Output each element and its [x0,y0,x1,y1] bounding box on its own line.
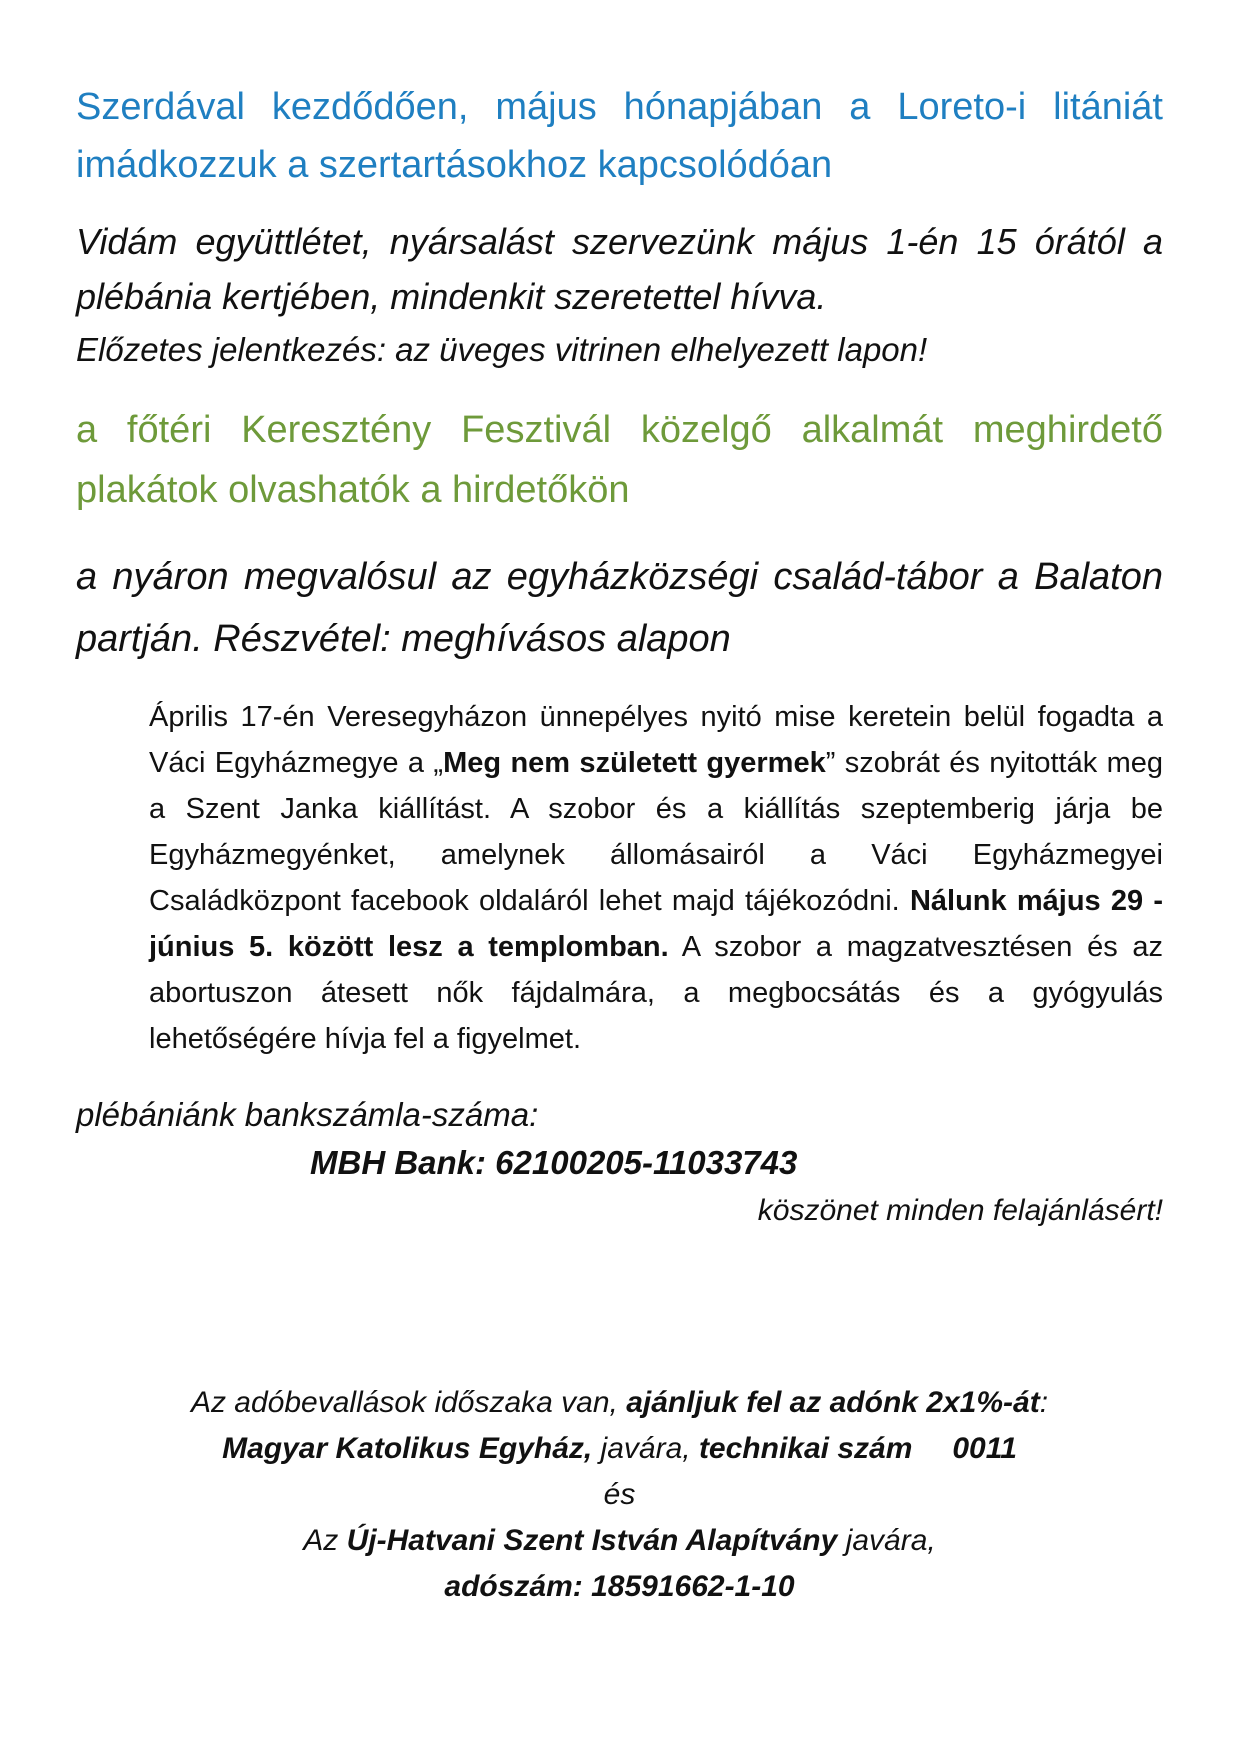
picnic-announcement: Vidám együttlétet, nyársalást szervezünk május 1-én 15 órától a plébánia kertjében, mindenkit szeretettel hívva. [76,221,1163,317]
statue-name: Meg nem született gyermek [443,747,826,779]
statue-text-part3: A szobor a magzatvesztésen és az abortuszon átesett nők fájdalmára, a megbocsátás és a gyógyulás lehetőségére hívja fel a figyelmet. [149,931,1163,1055]
foundation-for: javára, [837,1524,936,1557]
thanks-note: köszönet minden felajánlásért! [757,1194,1163,1227]
statue-announcement [149,694,1163,1062]
statue-text-part2: ” szobrát és nyitották meg a Szent Janka kiállítást. A szobor és a kiállítás szeptemberig járja be Egyházmegyénket, amelynek állomásairól a Váci Egyházmegyei Családközpont facebook oldaláról lehet majd tájékozódni. [149,747,1163,917]
technical-number: 0011 [952,1432,1017,1465]
church-name: Magyar Katolikus Egyház, [222,1432,593,1465]
church-for: javára, [592,1432,699,1465]
foundation-name: Új-Hatvani Szent István Alapítvány [346,1524,838,1557]
festival-announcement: a főtéri Keresztény Fesztivál közelgő alkalmát meghirdető plakátok olvashatók a hirdetőkön [76,409,1163,511]
bank-account-number: MBH Bank: 62100205-11033743 [310,1144,798,1181]
tax-line-4 [76,1518,1163,1564]
tax-intro: Az adóbevallások időszaka van, [190,1386,627,1419]
tax-colon: : [1039,1386,1049,1419]
announcement-sheet [76,78,1163,1235]
tax-id: adószám: 18591662-1-10 [444,1570,795,1603]
statue-text-part1: Április 17-én Veresegyházon ünnepélyes nyitó mise keretein belül fogadta a Váci Egyházmegye a „ [149,701,1163,779]
tax-donation-section [76,1380,1163,1610]
picnic-registration-note: Előzetes jelentkezés: az üveges vitrinen elhelyezett lapon! [76,331,928,368]
family-camp-announcement: a nyáron megvalósul az egyházközségi család-tábor a Balaton partján. Részvétel: meghívásos alapon [76,556,1163,660]
foundation-prefix: Az [303,1524,347,1557]
tax-line-2 [76,1426,1163,1472]
tax-line-1 [76,1380,1163,1426]
litany-announcement: Szerdával kezdődően, május hónapjában a Loreto-i litániát imádkozzuk a szertartásokhoz kapcsolódóan [76,86,1163,186]
technical-number-label: technikai szám [698,1432,913,1465]
statue-dates: Nálunk május 29 - június 5. között lesz a templomban. [149,885,1163,963]
tax-offer: ajánljuk fel az adónk 2x1%-át [626,1386,1040,1419]
tax-line-5 [76,1564,1163,1610]
bank-account-label: plébániánk bankszámla-száma: [76,1096,539,1133]
tax-line-3: és [603,1478,636,1511]
